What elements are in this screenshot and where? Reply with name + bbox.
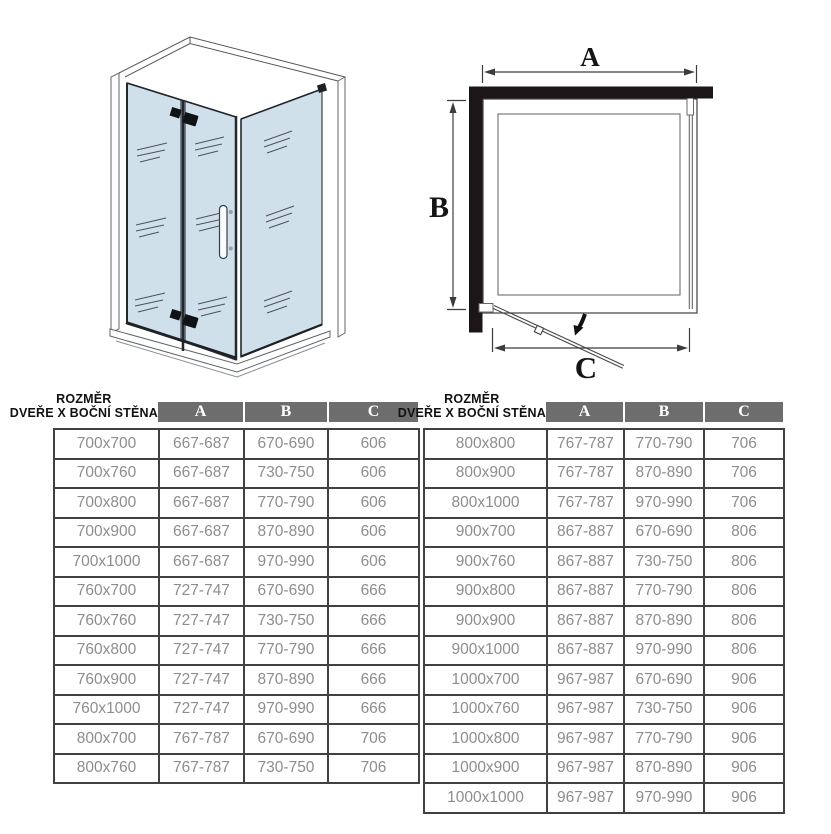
table-cell: 706	[328, 754, 419, 784]
table-row	[424, 606, 784, 636]
table-cell: 706	[328, 724, 419, 754]
table-cell: 906	[704, 695, 784, 725]
table-cell: 800x1000	[424, 488, 547, 518]
table-cell: 870-890	[624, 754, 704, 784]
dimension-table	[53, 428, 420, 784]
table-row	[54, 636, 419, 666]
table-cell: 806	[704, 518, 784, 548]
table-cell: 806	[704, 606, 784, 636]
table-cell: 900x760	[424, 547, 547, 577]
table-cell: 867-887	[547, 606, 624, 636]
table-cell: 700x700	[54, 429, 159, 459]
table-cell: 706	[704, 488, 784, 518]
table-row	[424, 724, 784, 754]
table-cell: 770-790	[244, 636, 328, 666]
table-cell: 870-890	[244, 518, 328, 548]
spec-table-left	[9, 389, 418, 784]
dimension-a	[483, 42, 697, 83]
table-cell: 767-787	[547, 429, 624, 459]
table-row	[54, 724, 419, 754]
table-title-line1: ROZMĚR	[56, 392, 112, 406]
table-cell: 606	[328, 518, 419, 548]
enclosure-outline	[483, 99, 697, 313]
table-cell: 666	[328, 636, 419, 666]
table-cell: 606	[328, 488, 419, 518]
table-title	[10, 392, 158, 420]
table-cell: 706	[704, 429, 784, 459]
table-cell: 700x900	[54, 518, 159, 548]
table-cell: 606	[328, 459, 419, 489]
door-knob	[534, 325, 543, 334]
table-cell: 727-747	[159, 665, 244, 695]
table-cell: 870-890	[244, 665, 328, 695]
table-column-headers	[546, 402, 783, 422]
table-row	[54, 754, 419, 784]
table-cell: 1000x800	[424, 724, 547, 754]
column-header-a: A	[158, 402, 243, 422]
table-cell: 730-750	[244, 606, 328, 636]
table-cell: 700x760	[54, 459, 159, 489]
table-cell: 760x800	[54, 636, 159, 666]
table-cell: 967-987	[547, 695, 624, 725]
table-cell: 760x760	[54, 606, 159, 636]
table-cell: 900x900	[424, 606, 547, 636]
table-cell: 670-690	[624, 665, 704, 695]
table-cell: 667-687	[159, 547, 244, 577]
table-row	[424, 488, 784, 518]
table-cell: 970-990	[244, 547, 328, 577]
table-title-line2: DVEŘE X BOČNÍ STĚNA	[397, 406, 546, 420]
table-row	[54, 429, 419, 459]
table-cell: 770-790	[624, 429, 704, 459]
table-cell: 706	[704, 459, 784, 489]
dimension-c-label: C	[574, 350, 598, 385]
table-cell: 730-750	[244, 754, 328, 784]
table-row	[424, 695, 784, 725]
table-cell: 667-687	[159, 429, 244, 459]
table-cell: 906	[704, 665, 784, 695]
column-header-a: A	[546, 402, 623, 422]
tray-outline	[498, 114, 680, 295]
table-row	[54, 459, 419, 489]
table-cell: 967-987	[547, 783, 624, 813]
table-cell: 867-887	[547, 636, 624, 666]
table-cell: 666	[328, 606, 419, 636]
column-header-b: B	[623, 402, 703, 422]
table-cell: 700x1000	[54, 547, 159, 577]
table-cell: 606	[328, 429, 419, 459]
table-title-line1: ROZMĚR	[444, 392, 500, 406]
table-cell: 767-787	[547, 459, 624, 489]
table-row	[54, 488, 419, 518]
table-cell: 760x900	[54, 665, 159, 695]
table-cell: 670-690	[244, 724, 328, 754]
dimension-a-label: A	[580, 42, 600, 72]
table-title-line2: DVEŘE X BOČNÍ STĚNA	[9, 406, 158, 420]
table-cell: 666	[328, 695, 419, 725]
dimension-c	[493, 328, 690, 385]
table-cell: 800x760	[54, 754, 159, 784]
table-cell: 967-987	[547, 724, 624, 754]
table-cell: 1000x900	[424, 754, 547, 784]
table-cell: 767-787	[159, 754, 244, 784]
table-cell: 770-790	[244, 488, 328, 518]
column-header-b: B	[243, 402, 327, 422]
spec-table-right	[397, 389, 783, 814]
table-row	[424, 636, 784, 666]
dimension-b	[429, 101, 466, 310]
table-row	[54, 606, 419, 636]
dimension-table	[423, 428, 785, 814]
side-glass-top-view	[687, 98, 694, 309]
table-cell: 667-687	[159, 488, 244, 518]
side-glass-panel	[241, 89, 322, 357]
table-row	[424, 754, 784, 784]
table-cell: 767-787	[547, 488, 624, 518]
table-row	[424, 783, 784, 813]
table-cell: 800x900	[424, 459, 547, 489]
table-title	[398, 392, 546, 420]
table-cell: 967-987	[547, 754, 624, 784]
top-view-diagram	[410, 30, 720, 390]
dimension-b-label: B	[428, 191, 450, 224]
table-cell: 727-747	[159, 695, 244, 725]
table-cell: 900x800	[424, 577, 547, 607]
table-cell: 760x1000	[54, 695, 159, 725]
table-cell: 606	[328, 547, 419, 577]
table-row	[54, 665, 419, 695]
table-cell: 1000x760	[424, 695, 547, 725]
table-cell: 730-750	[624, 547, 704, 577]
table-row	[424, 665, 784, 695]
table-cell: 800x700	[54, 724, 159, 754]
table-row	[54, 577, 419, 607]
table-row	[54, 695, 419, 725]
wall-top	[469, 87, 713, 99]
table-cell: 730-750	[624, 695, 704, 725]
table-cell: 667-687	[159, 518, 244, 548]
table-header	[9, 389, 418, 422]
table-column-headers	[158, 402, 418, 422]
table-cell: 806	[704, 636, 784, 666]
table-cell: 670-690	[244, 429, 328, 459]
table-cell: 727-747	[159, 606, 244, 636]
table-cell: 670-690	[624, 518, 704, 548]
table-cell: 870-890	[624, 606, 704, 636]
table-header	[397, 389, 783, 422]
table-row	[424, 518, 784, 548]
table-cell: 970-990	[624, 783, 704, 813]
table-cell: 1000x1000	[424, 783, 547, 813]
table-cell: 970-990	[624, 636, 704, 666]
table-cell: 900x700	[424, 518, 547, 548]
table-cell: 970-990	[624, 488, 704, 518]
table-cell: 670-690	[244, 577, 328, 607]
table-cell: 900x1000	[424, 636, 547, 666]
table-cell: 666	[328, 577, 419, 607]
wall-left	[469, 87, 483, 333]
table-cell: 870-890	[624, 459, 704, 489]
table-cell: 800x800	[424, 429, 547, 459]
table-row	[424, 459, 784, 489]
table-cell: 730-750	[244, 459, 328, 489]
table-row	[424, 577, 784, 607]
table-cell: 767-787	[159, 724, 244, 754]
table-cell: 867-887	[547, 577, 624, 607]
table-row	[54, 518, 419, 548]
table-cell: 867-887	[547, 518, 624, 548]
table-cell: 867-887	[547, 547, 624, 577]
table-cell: 770-790	[624, 724, 704, 754]
isometric-shower-diagram	[0, 0, 400, 390]
table-row	[54, 547, 419, 577]
column-header-c: C	[703, 402, 783, 422]
table-cell: 806	[704, 547, 784, 577]
table-cell: 1000x700	[424, 665, 547, 695]
table-cell: 760x700	[54, 577, 159, 607]
table-row	[424, 429, 784, 459]
table-cell: 727-747	[159, 577, 244, 607]
table-cell: 806	[704, 577, 784, 607]
table-cell: 970-990	[244, 695, 328, 725]
column-header-c: C	[327, 402, 418, 422]
table-cell: 906	[704, 724, 784, 754]
table-cell: 906	[704, 754, 784, 784]
table-cell: 666	[328, 665, 419, 695]
table-cell: 727-747	[159, 636, 244, 666]
table-cell: 667-687	[159, 459, 244, 489]
table-row	[424, 547, 784, 577]
table-cell: 906	[704, 783, 784, 813]
table-cell: 700x800	[54, 488, 159, 518]
table-cell: 967-987	[547, 665, 624, 695]
table-cell: 770-790	[624, 577, 704, 607]
